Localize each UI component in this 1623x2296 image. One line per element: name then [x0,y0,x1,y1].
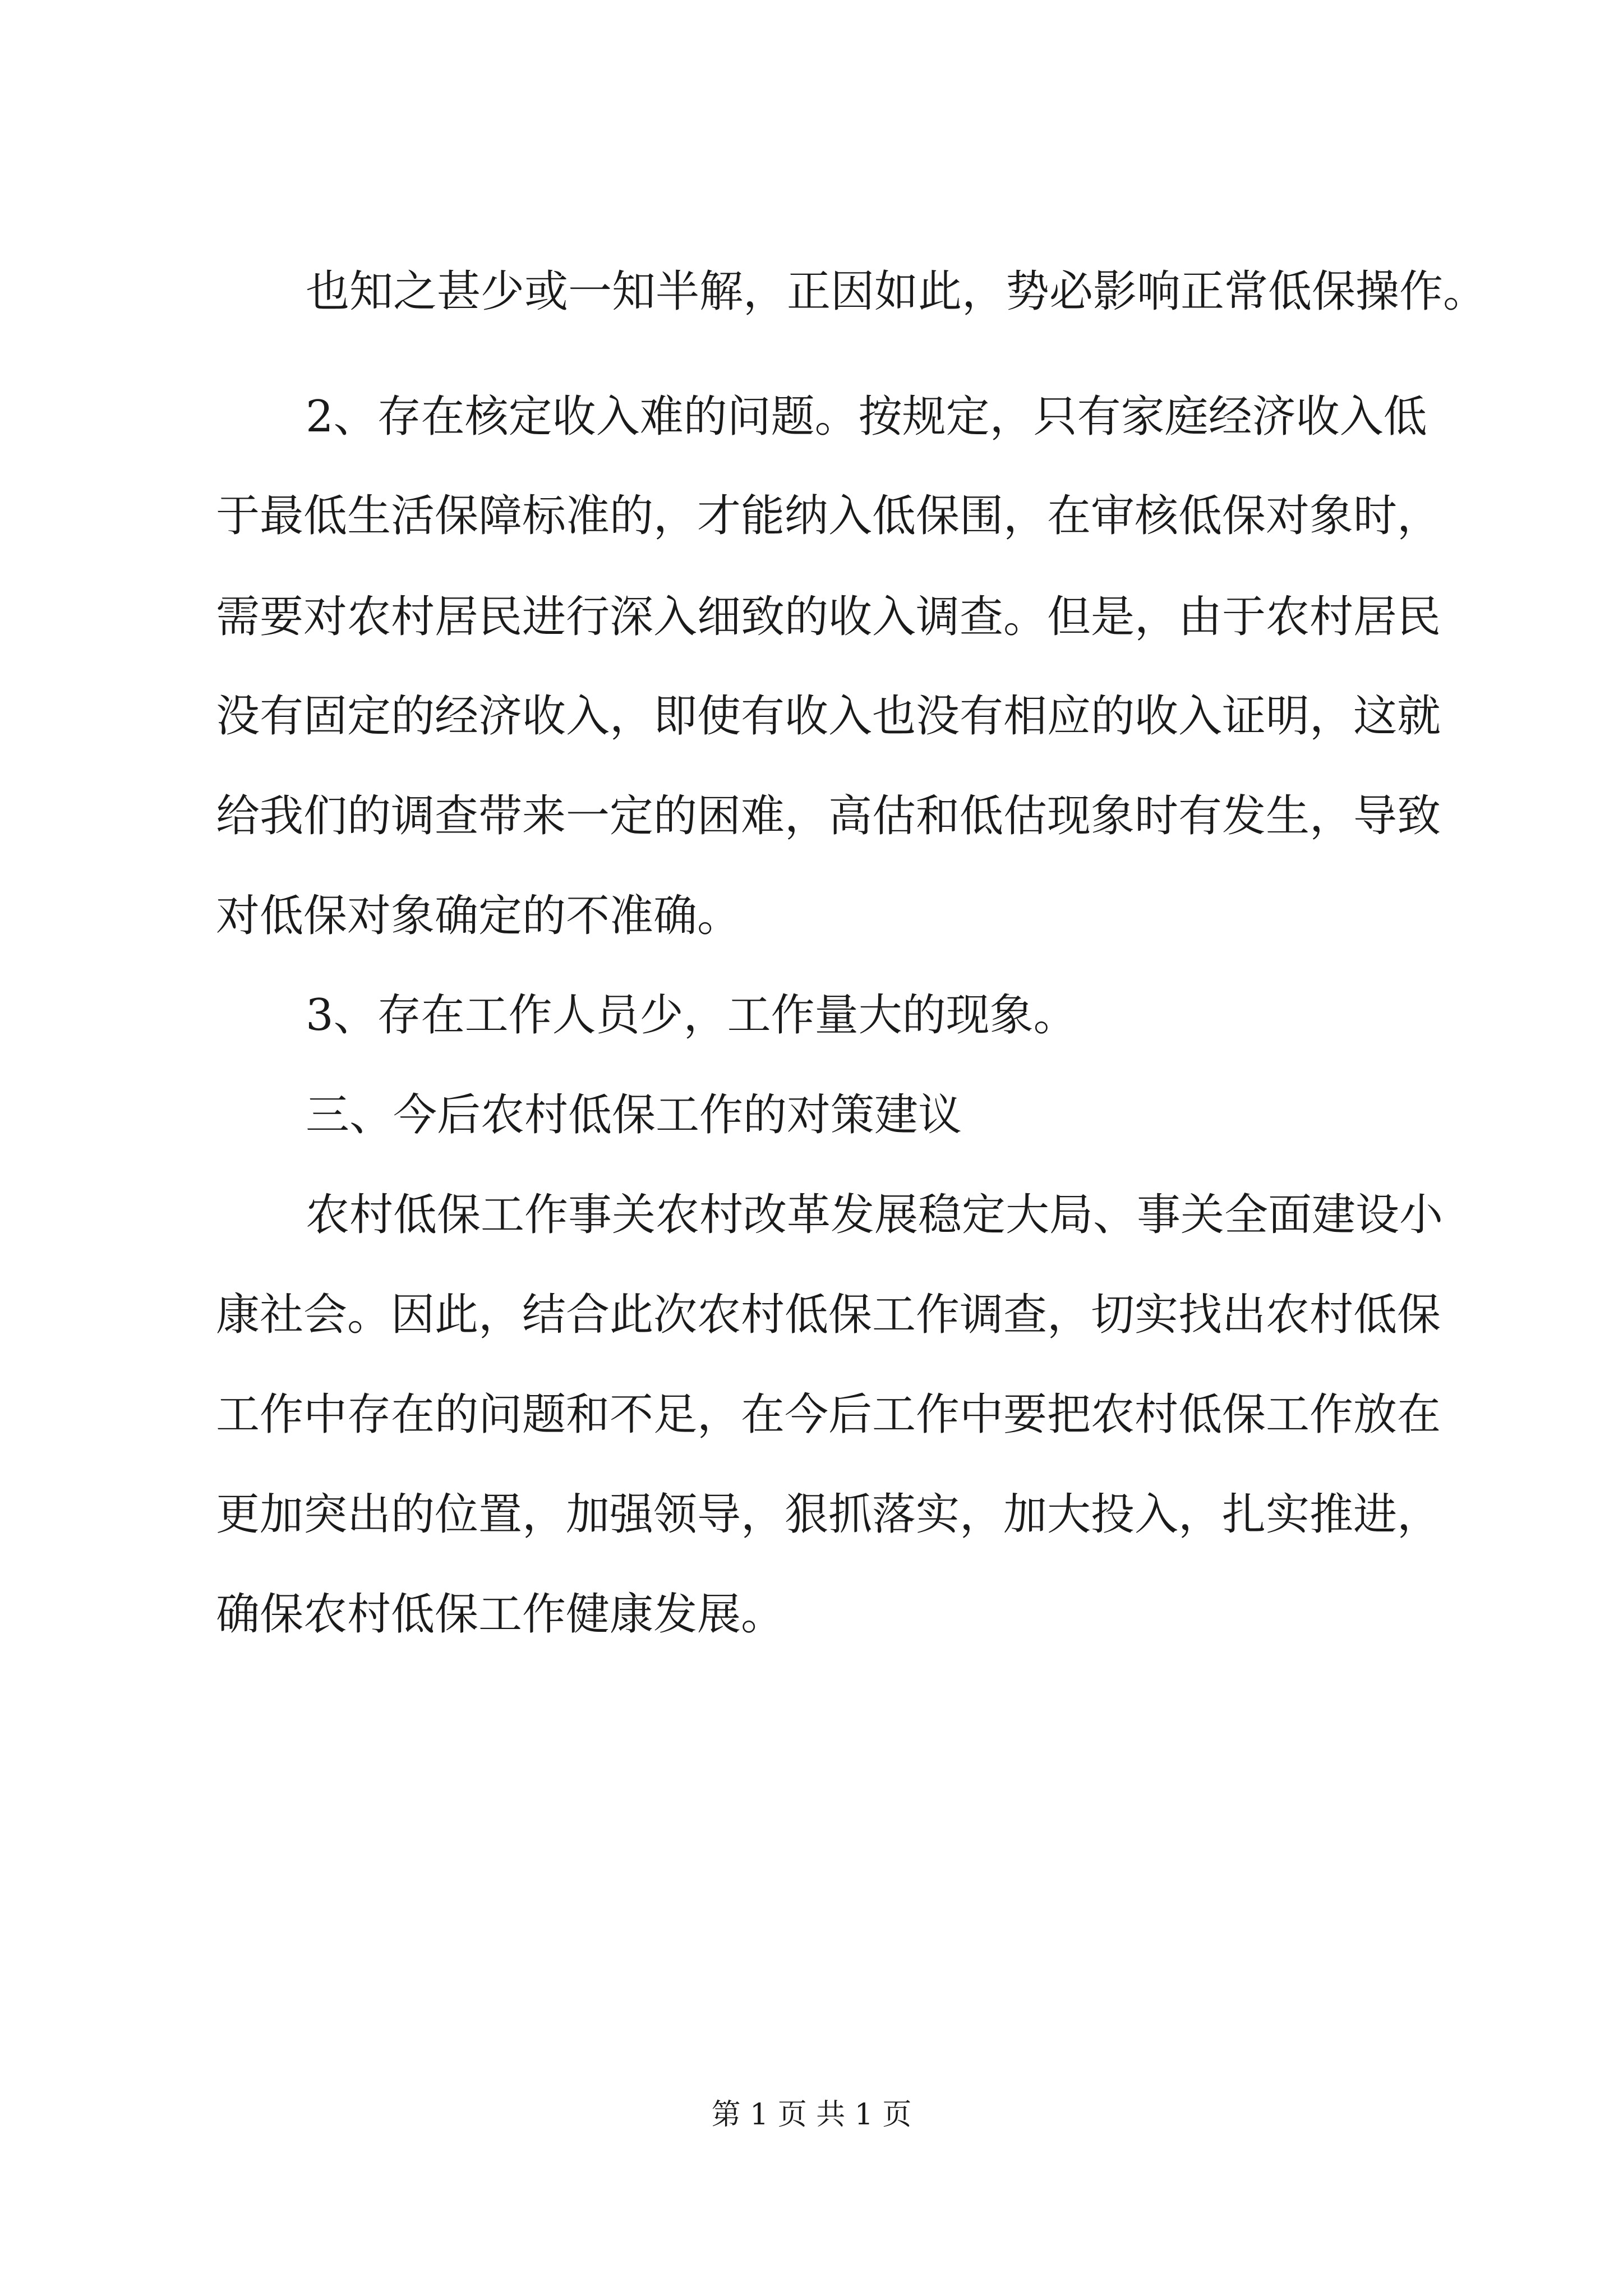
text-line: 没有固定的经济收入，即使有收入也没有相应的收入证明，这就 [216,691,1441,742]
text-line: 更加突出的位置，加强领导，狠抓落实，加大投入，扎实推进， [216,1489,1441,1540]
text-line: 确保农村低保工作健康发展。 [216,1589,785,1640]
text-line: 给我们的调查带来一定的困难，高估和低估现象时有发生，导致 [216,791,1441,841]
text-line: 工作中存在的问题和不足，在今后工作中要把农村低保工作放在 [216,1389,1441,1440]
text-line: 对低保对象确定的不准确。 [216,891,741,941]
text-line: 也知之甚少或一知半解，正因如此，势必影响正常低保操作。 [306,266,1487,317]
section-heading: 三、今后农村低保工作的对策建议 [306,1090,962,1140]
text-line: 于最低生活保障标准的，才能纳入低保围，在审核低保对象时， [216,491,1441,541]
text-line: 2、存在核定收入难的问题。按规定，只有家庭经济收入低 [306,392,1427,442]
page-number: 第 1 页 共 1 页 [711,2098,912,2132]
text-line: 需要对农村居民进行深入细致的收入调查。但是，由于农村居民 [216,592,1441,642]
text-line: 3、存在工作人员少，工作量大的现象。 [306,990,1077,1041]
text-line: 农村低保工作事关农村改革发展稳定大局、事关全面建设小 [306,1190,1444,1240]
text-line: 康社会。因此，结合此次农村低保工作调查，切实找出农村低保 [216,1290,1441,1340]
